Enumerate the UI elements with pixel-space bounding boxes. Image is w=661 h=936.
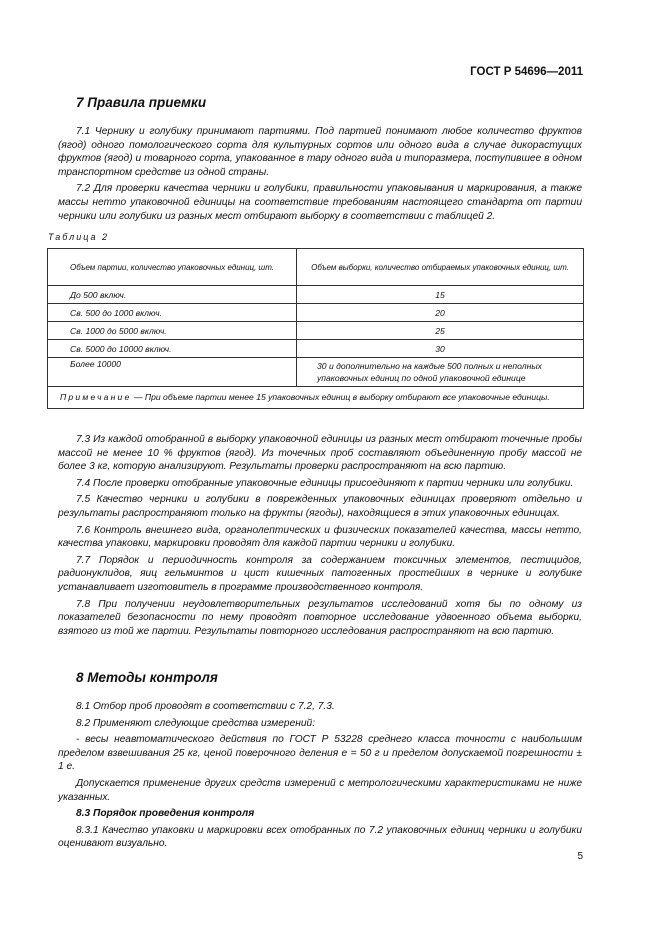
paragraph-7-6: 7.6 Контроль внешнего вида, органолептических и физических показателей качества, массы нетто, качества упаковки, маркировки проводят для каждой партии черники и голубики. xyxy=(58,524,582,550)
table-row xyxy=(48,304,584,322)
table-cell-sample: 15 xyxy=(297,286,584,304)
table-note xyxy=(48,387,584,409)
section-8-title: 8 Методы контроля xyxy=(76,670,218,685)
table-header-row xyxy=(48,249,584,286)
paragraph-7-7: 7.7 Порядок и периодичность контроля за содержанием токсичных элементов, пестицидов, радионуклидов, яиц гельминтов и цист кишечных патогенных простейших в чернике и голубике устанавливает изготовитель в программе производственного контроля. xyxy=(58,554,582,593)
table-cell-sample: 30 и дополнительно на каждые 500 полных и неполных упаковочных единиц по одной упаковочной единице xyxy=(297,358,584,387)
table-cell-lot: Более 10000 xyxy=(48,358,297,387)
paragraph-7-2: 7.2 Для проверки качества черники и голубики, правильности упаковывания и маркирования, а также массы нетто упаковочной единицы на соответствие требованиям настоящего стандарта от партии черники или голубики из разных мест отбирают выборку в соответствии с таблицей 2. xyxy=(58,183,582,222)
table-caption: Таблица 2 xyxy=(48,232,110,242)
table-cell-sample: 25 xyxy=(297,322,584,340)
paragraph-7-5: 7.5 Качество черники и голубики в поврежденных упаковочных единицах проверяют отдельно и результаты распространяют только на фрукты (ягоды), находящиеся в этих упаковочных единицах. xyxy=(58,494,582,519)
paragraph-8-3-1: 8.3.1 Качество упаковки и маркировки всех отобранных по 7.2 упаковочных единиц черники и голубики оценивают визуально. xyxy=(58,824,582,850)
page-number: 5 xyxy=(577,851,583,862)
table-row xyxy=(48,286,584,304)
paragraph-8-1: 8.1 Отбор проб проводят в соответствии с 7.2, 7.3. xyxy=(76,701,335,712)
subsection-8-3-title: 8.3 Порядок проведения контроля xyxy=(76,808,255,820)
table-row xyxy=(48,358,584,387)
paragraph-8-2-item: - весы неавтоматического действия по ГОСТ Р 53228 среднего класса точности с наибольшим пределом взвешивания 25 кг, ценой поверочного деления е = 50 г и пределом допускаемой погрешности ± 1 е. xyxy=(58,734,582,773)
table-col-header-lot: Объем партии, количество упаковочных единиц, шт. xyxy=(48,249,297,286)
paragraph-7-8: 7.8 При получении неудовлетворительных результатов исследований хотя бы по одному из показателей безопасности по нему проводят повторное исследование удвоенного объема выборки, взятого из той же партии. Результаты повторного исследования распространяют на всю партию. xyxy=(58,598,582,637)
table-note-row xyxy=(48,387,584,409)
paragraph-7-1: 7.1 Чернику и голубику принимают партиями. Под партией понимают любое количество фруктов (ягод) одного помологического сорта для культурных сортов или одного вида в случае дикорастущих фруктов (ягод) и товарного сорта, упакованное в тару одного вида и типоразмера, поступившее в одном транспортном средстве из одной страны. xyxy=(58,126,582,178)
table-col-header-sample: Объем выборки, количество отбираемых упаковочных единиц, шт. xyxy=(297,249,584,286)
section-7-continued xyxy=(58,433,582,638)
section-8-body xyxy=(58,700,582,851)
table-cell-sample: 20 xyxy=(297,304,584,322)
section-7-title: 7 Правила приемки xyxy=(76,95,207,110)
section-7-intro xyxy=(58,125,582,223)
table-2 xyxy=(47,248,584,409)
table-note-text: — При объеме партии менее 15 упаковочных единиц в выборку отбирают все упаковочные единицы. xyxy=(131,392,550,402)
paragraph-8-2-note: Допускается применение других средств измерений с метрологическими характеристиками не ниже указанных. xyxy=(58,777,582,803)
paragraph-7-3: 7.3 Из каждой отобранной в выборку упаковочной единицы из разных мест отбирают точечные пробы массой не менее 10 % фруктов (ягод). Из точечных проб составляют объединенную пробу массой не более 3 кг, которую анализируют. Результаты проверки распространяют на всю партию. xyxy=(58,434,582,473)
table-cell-lot: Св. 500 до 1000 включ. xyxy=(48,304,297,322)
paragraph-8-2: 8.2 Применяют следующие средства измерений: xyxy=(76,717,316,729)
table-cell-lot: До 500 включ. xyxy=(48,286,297,304)
table-row xyxy=(48,340,584,358)
table-cell-lot: Св. 5000 до 10000 включ. xyxy=(48,340,297,358)
paragraph-7-4: 7.4 После проверки отобранные упаковочные единицы присоединяют к партии черники или голубики. xyxy=(76,477,574,489)
table-note-label: Примечание xyxy=(60,392,132,402)
table-cell-sample: 30 xyxy=(297,340,584,358)
table-cell-lot: Св. 1000 до 5000 включ. xyxy=(48,322,297,340)
table-row xyxy=(48,322,584,340)
document-id: ГОСТ Р 54696—2011 xyxy=(470,66,583,78)
